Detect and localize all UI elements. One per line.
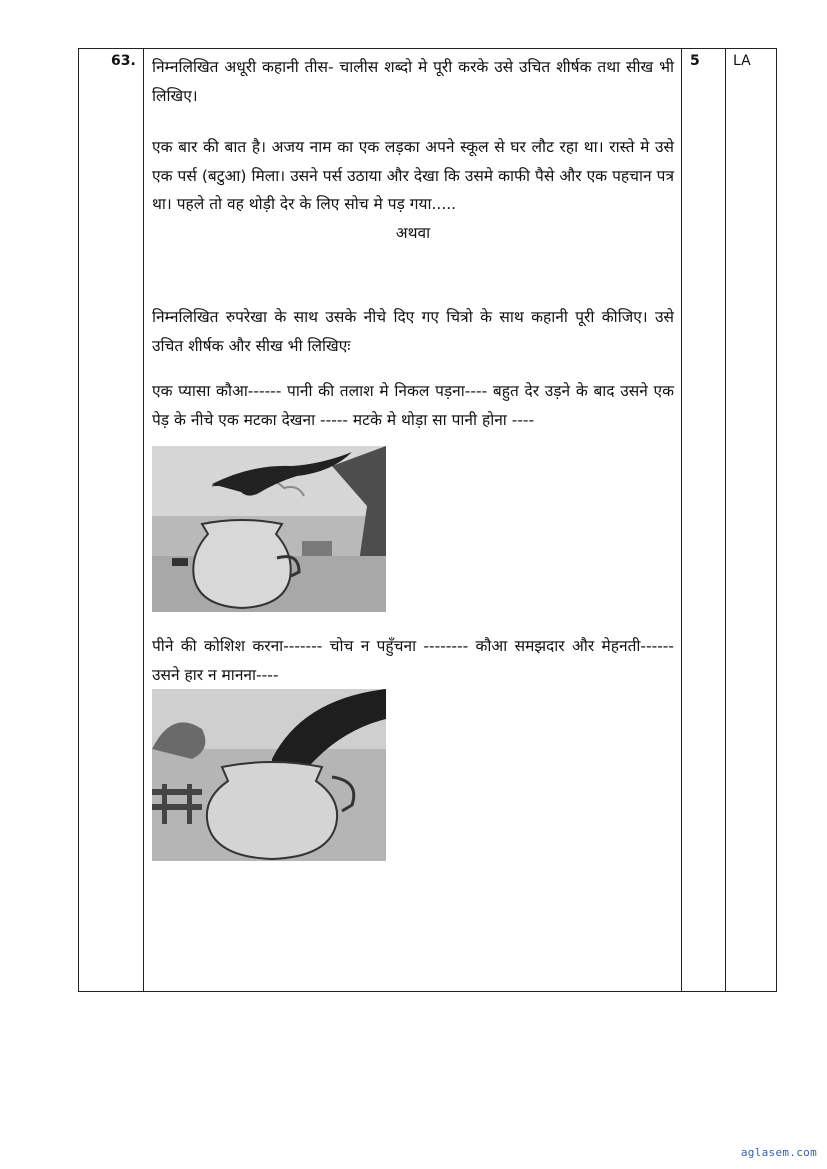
crow-flying-over-pot-image — [152, 446, 386, 612]
column-divider — [143, 49, 144, 991]
marks-cell: 5 — [690, 53, 700, 69]
instruction-1: निम्नलिखित अधूरी कहानी तीस- चालीस शब्दो मे पूरी करके उसे उचित शीर्षक तथा सीख भी लिखिए। — [152, 58, 674, 105]
column-divider — [725, 49, 726, 991]
question-content — [152, 53, 674, 861]
crow-drinking-from-pot-image — [152, 689, 386, 861]
instruction-2: निम्नलिखित रुपरेखा के साथ उसके नीचे दिए गए चित्रो के साथ कहानी पूरी कीजिए। उसे उचित शीर्षक और सीख भी लिखिएः — [152, 308, 674, 355]
source-watermark: aglasem.com — [740, 1146, 817, 1159]
question-number: 63. — [111, 53, 136, 69]
or-label: अथवा — [395, 223, 431, 242]
outline-part-2: पीने की कोशिश करना------- चोच न पहुँचना -------- कौआ समझदार और मेहनती------ उसने हार न मानना---- — [152, 637, 674, 684]
story-start: एक बार की बात है। अजय नाम का एक लड़का अपने स्कूल से घर लौट रहा था। रास्ते मे उसे एक पर्स (बटुआ) मिला। उसने पर्स उठाया और देखा कि उसमे काफी पैसे और एक पहचान पत्र था। पहले तो वह थोड़ी देर के लिए सोच मे पड़ गया..... — [152, 138, 674, 213]
column-divider — [681, 49, 682, 991]
question-type-cell: LA — [733, 53, 751, 69]
outline-part-1: एक प्यासा कौआ------ पानी की तलाश मे निकल पड़ना---- बहुत देर उड़ने के बाद उसने एक पेड़ के नीचे एक मटका देखना ----- मटके मे थोड़ा सा पानी होना ---- — [152, 382, 674, 429]
question-table — [78, 48, 777, 992]
